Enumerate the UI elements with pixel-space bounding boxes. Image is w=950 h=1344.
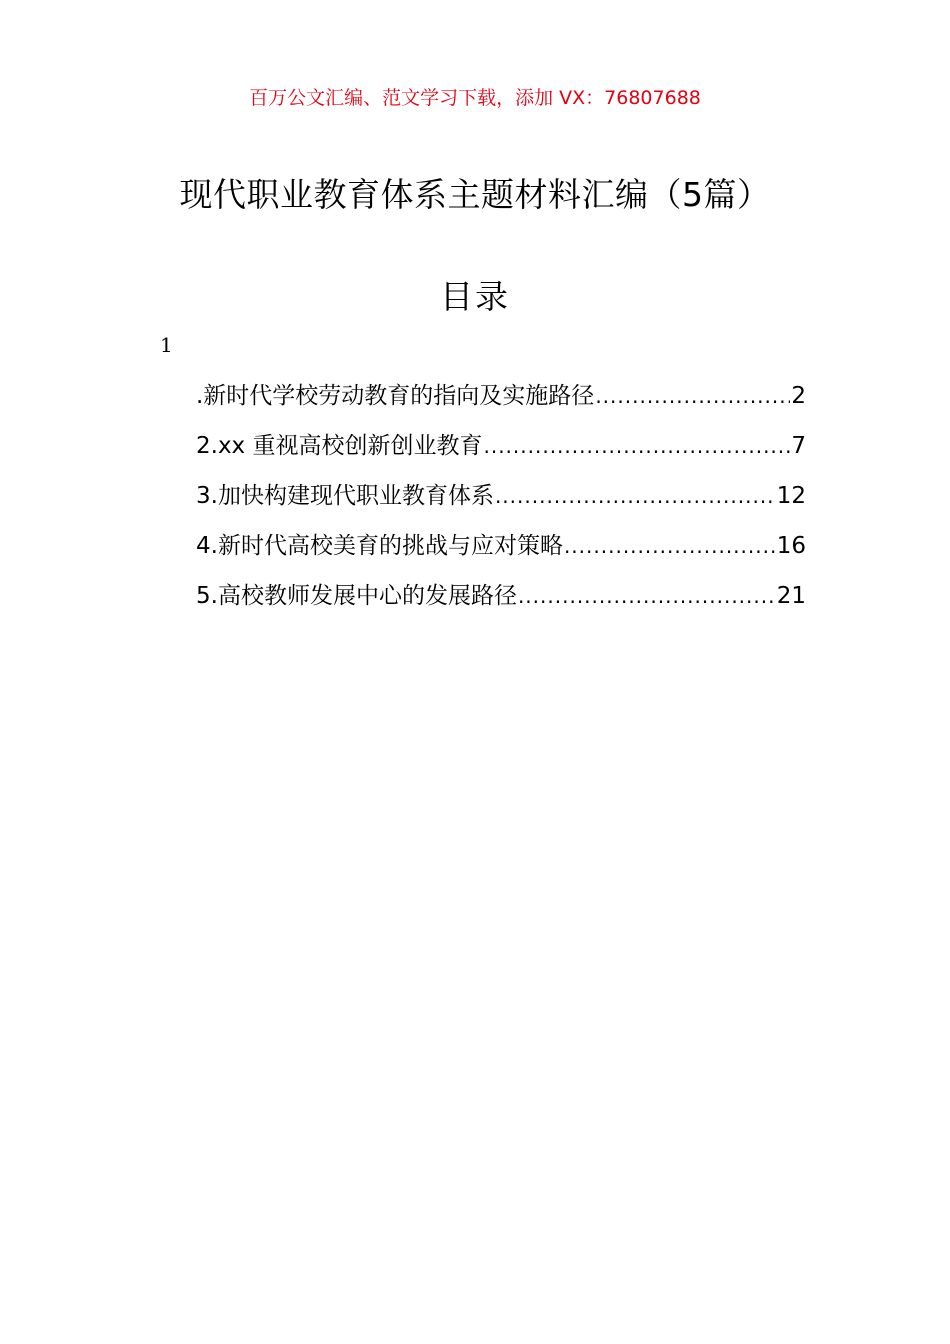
- table-of-contents: [196, 376, 806, 626]
- toc-leader-dots: [564, 526, 776, 566]
- toc-entry-4[interactable]: [196, 526, 806, 576]
- toc-entry-page: 21: [776, 583, 806, 609]
- toc-leader-dots: [518, 576, 776, 616]
- toc-leader-dots: [483, 426, 790, 466]
- toc-entry-title: 3.加快构建现代职业教育体系: [196, 483, 494, 509]
- stray-number: 1: [160, 333, 173, 357]
- toc-leader-dots: [495, 476, 776, 516]
- toc-entry-3[interactable]: [196, 476, 806, 526]
- toc-leader-dots: [595, 376, 790, 416]
- toc-entry-title: 2.xx 重视高校创新创业教育: [196, 433, 483, 459]
- toc-heading: 目录: [440, 277, 510, 316]
- document-title: 现代职业教育体系主题材料汇编（5篇）: [179, 175, 771, 214]
- toc-entry-5[interactable]: [196, 576, 806, 626]
- toc-entry-page: 2: [791, 383, 806, 409]
- toc-entry-page: 12: [776, 483, 806, 509]
- toc-entry-title: 4.新时代高校美育的挑战与应对策略: [196, 533, 563, 559]
- toc-entry-page: 7: [791, 433, 806, 459]
- toc-entry-1[interactable]: [196, 376, 806, 426]
- header-note: 百万公文汇编、范文学习下载，添加 VX：76807688: [249, 87, 701, 109]
- toc-entry-2[interactable]: [196, 426, 806, 476]
- toc-entry-title: .新时代学校劳动教育的指向及实施路径: [196, 383, 595, 409]
- toc-entry-title: 5.高校教师发展中心的发展路径: [196, 583, 517, 609]
- toc-entry-page: 16: [776, 533, 806, 559]
